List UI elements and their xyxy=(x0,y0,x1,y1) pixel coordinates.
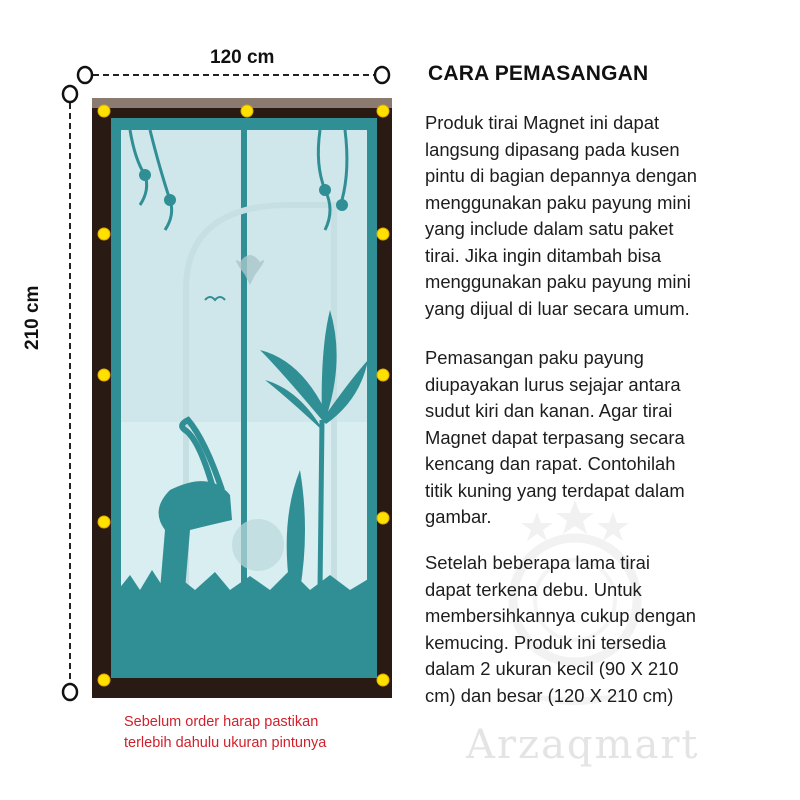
paragraph-line: Pemasangan paku payung xyxy=(425,347,644,368)
instructions-paragraph-1 xyxy=(425,110,775,322)
pin-icon xyxy=(241,105,253,117)
paragraph-line: menggunakan paku payung mini xyxy=(425,191,691,213)
instructions-paragraph-2 xyxy=(425,345,775,531)
paragraph-line: dapat terkena debu. Untuk xyxy=(425,578,642,600)
paragraph-line: yang include dalam satu paket xyxy=(425,218,674,239)
paragraph-line: langsung dipasang pada kusen xyxy=(425,138,680,160)
pin-icon xyxy=(98,105,110,117)
height-dimension-label: 210 cm xyxy=(22,285,43,350)
paragraph-line: Setelah beberapa lama tirai xyxy=(425,552,650,573)
paragraph-line: sudut kiri dan kanan. Agar tirai xyxy=(425,400,673,421)
pin-icon xyxy=(377,105,389,117)
paragraph-line: kemucing. Produk ini tersedia xyxy=(425,631,667,653)
paragraph-line: pintu di bagian depannya dengan xyxy=(425,165,698,186)
pin-icon xyxy=(98,369,110,381)
instructions-heading: CARA PEMASANGAN xyxy=(428,62,649,85)
width-dimension xyxy=(78,67,389,83)
pin-icon xyxy=(98,228,110,240)
pin-icon xyxy=(377,512,389,524)
paragraph-line: Produk tirai Magnet ini dapat xyxy=(425,112,660,133)
paragraph-line: Magnet dapat terpasang secara xyxy=(425,426,685,448)
paragraph-line: tirai. Jika ingin ditambah bisa xyxy=(425,244,662,266)
pin-icon xyxy=(377,369,389,381)
paragraph-line: menggunakan paku payung mini xyxy=(425,271,691,292)
pin-icon xyxy=(98,516,110,528)
paragraph-line: gambar. xyxy=(425,506,492,527)
paragraph-line: cm) dan besar (120 X 210 cm) xyxy=(425,684,674,706)
paragraph-line: kencang dan rapat. Contohilah xyxy=(425,453,676,474)
order-note-line-1: Sebelum order harap pastikan xyxy=(124,714,319,730)
pin-icon xyxy=(377,674,389,686)
instructions-paragraph-3 xyxy=(425,550,775,709)
paragraph-line: membersihkannya cukup dengan xyxy=(425,605,696,626)
pin-icon xyxy=(377,228,389,240)
paragraph-line: diupayakan lurus sejajar antara xyxy=(425,373,681,395)
pin-icon xyxy=(98,674,110,686)
height-dimension xyxy=(63,86,77,700)
watermark-brand: Arzaqmart xyxy=(466,722,700,768)
paragraph-line: yang dijual di luar secara umum. xyxy=(425,297,690,319)
magnetic-curtain xyxy=(111,118,377,678)
order-note-line-2: terlebih dahulu ukuran pintunya xyxy=(124,735,327,751)
paragraph-line: dalam 2 ukuran kecil (90 X 210 xyxy=(425,658,679,679)
paragraph-line: titik kuning yang terdapat dalam xyxy=(425,479,685,501)
width-dimension-label: 120 cm xyxy=(210,47,275,68)
